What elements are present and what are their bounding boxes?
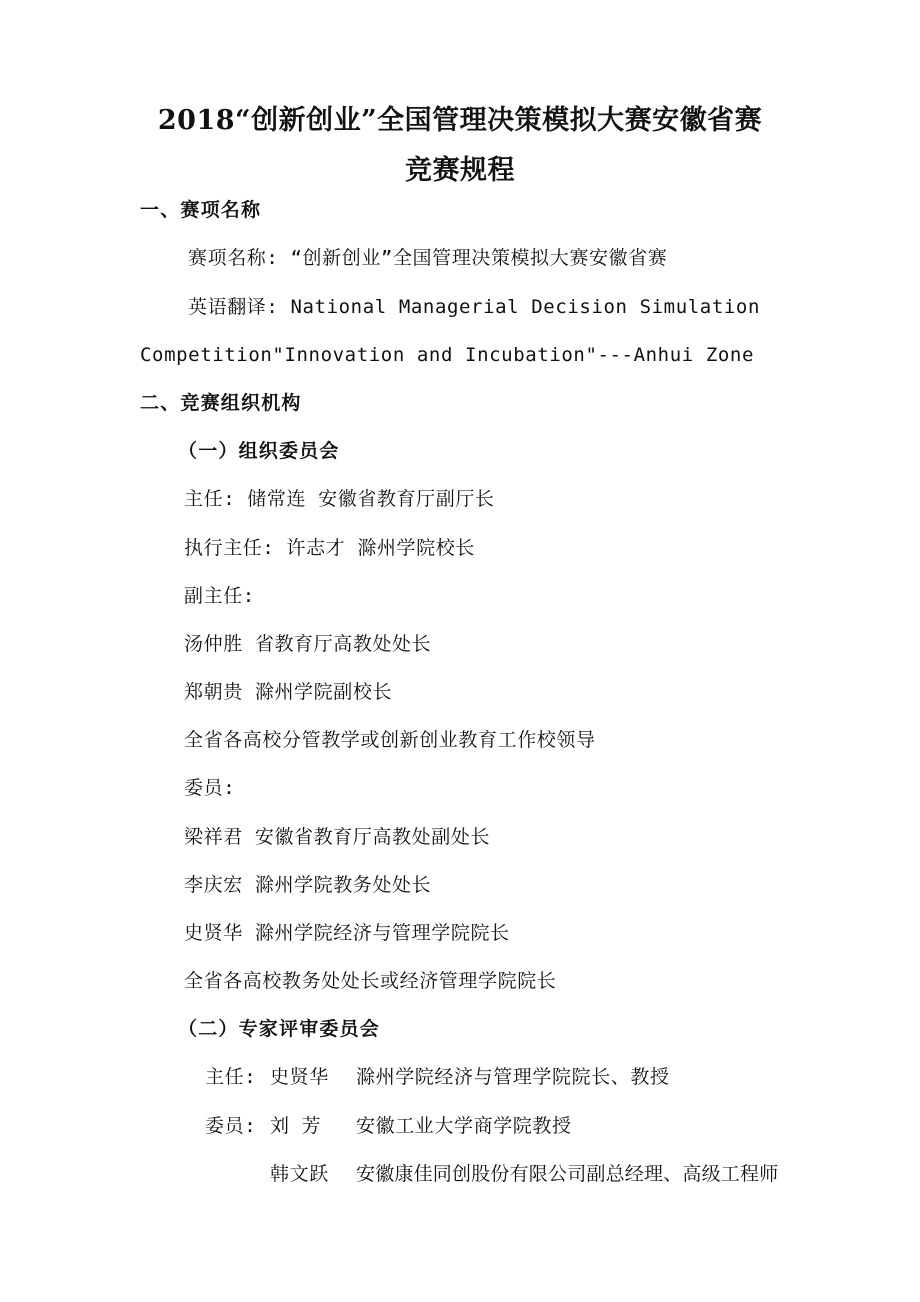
expert-role: 主任: — [205, 1066, 257, 1088]
committee-executive-director: 执行主任: 许志才 滁州学院校长 — [184, 537, 475, 559]
committee-member-item: 史贤华 滁州学院经济与管理学院院长 — [184, 922, 510, 944]
english-translation-line2: Competition"Innovation and Incubation"---Anhui Zone — [140, 344, 754, 366]
expert-title: 滁州学院经济与管理学院院长、教授 — [356, 1066, 670, 1088]
committee-member-item: 全省各高校教务处处长或经济管理学院院长 — [184, 970, 557, 992]
expert-title: 安徽康佳同创股份有限公司副总经理、高级工程师 — [356, 1163, 779, 1185]
committee-member-item: 梁祥君 安徽省教育厅高教处副处长 — [184, 826, 491, 848]
expert-role: 委员: — [205, 1115, 257, 1137]
committee-deputy-item: 郑朝贵 滁州学院副校长 — [184, 681, 393, 703]
committee-deputy-item: 汤仲胜 省教育厅高教处处长 — [184, 633, 432, 655]
section2-heading: 二、竞赛组织机构 — [140, 392, 302, 414]
expert-name: 刘 芳 — [270, 1115, 322, 1137]
document-title-line1: 2018“创新创业”全国管理决策模拟大赛安徽省赛 — [157, 105, 763, 136]
event-name-line: 赛项名称: “创新创业”全国管理决策模拟大赛安徽省赛 — [188, 247, 668, 269]
expert-name: 韩文跃 — [270, 1163, 329, 1185]
committee-director: 主任: 储常连 安徽省教育厅副厅长 — [184, 488, 495, 510]
english-translation-line1: 英语翻译: National Managerial Decision Simulation — [188, 296, 760, 318]
expert-title: 安徽工业大学商学院教授 — [356, 1115, 572, 1137]
committee-members-label: 委员: — [184, 777, 236, 799]
organizing-committee-heading: （一）组织委员会 — [178, 440, 340, 462]
expert-committee-heading: （二）专家评审委员会 — [178, 1018, 381, 1040]
committee-deputy-item: 全省各高校分管教学或创新创业教育工作校领导 — [184, 729, 596, 751]
document-title-line2: 竞赛规程 — [405, 155, 515, 186]
committee-deputy-label: 副主任: — [184, 585, 255, 607]
expert-name: 史贤华 — [270, 1066, 329, 1088]
committee-member-item: 李庆宏 滁州学院教务处处长 — [184, 874, 432, 896]
section1-heading: 一、赛项名称 — [140, 199, 262, 221]
